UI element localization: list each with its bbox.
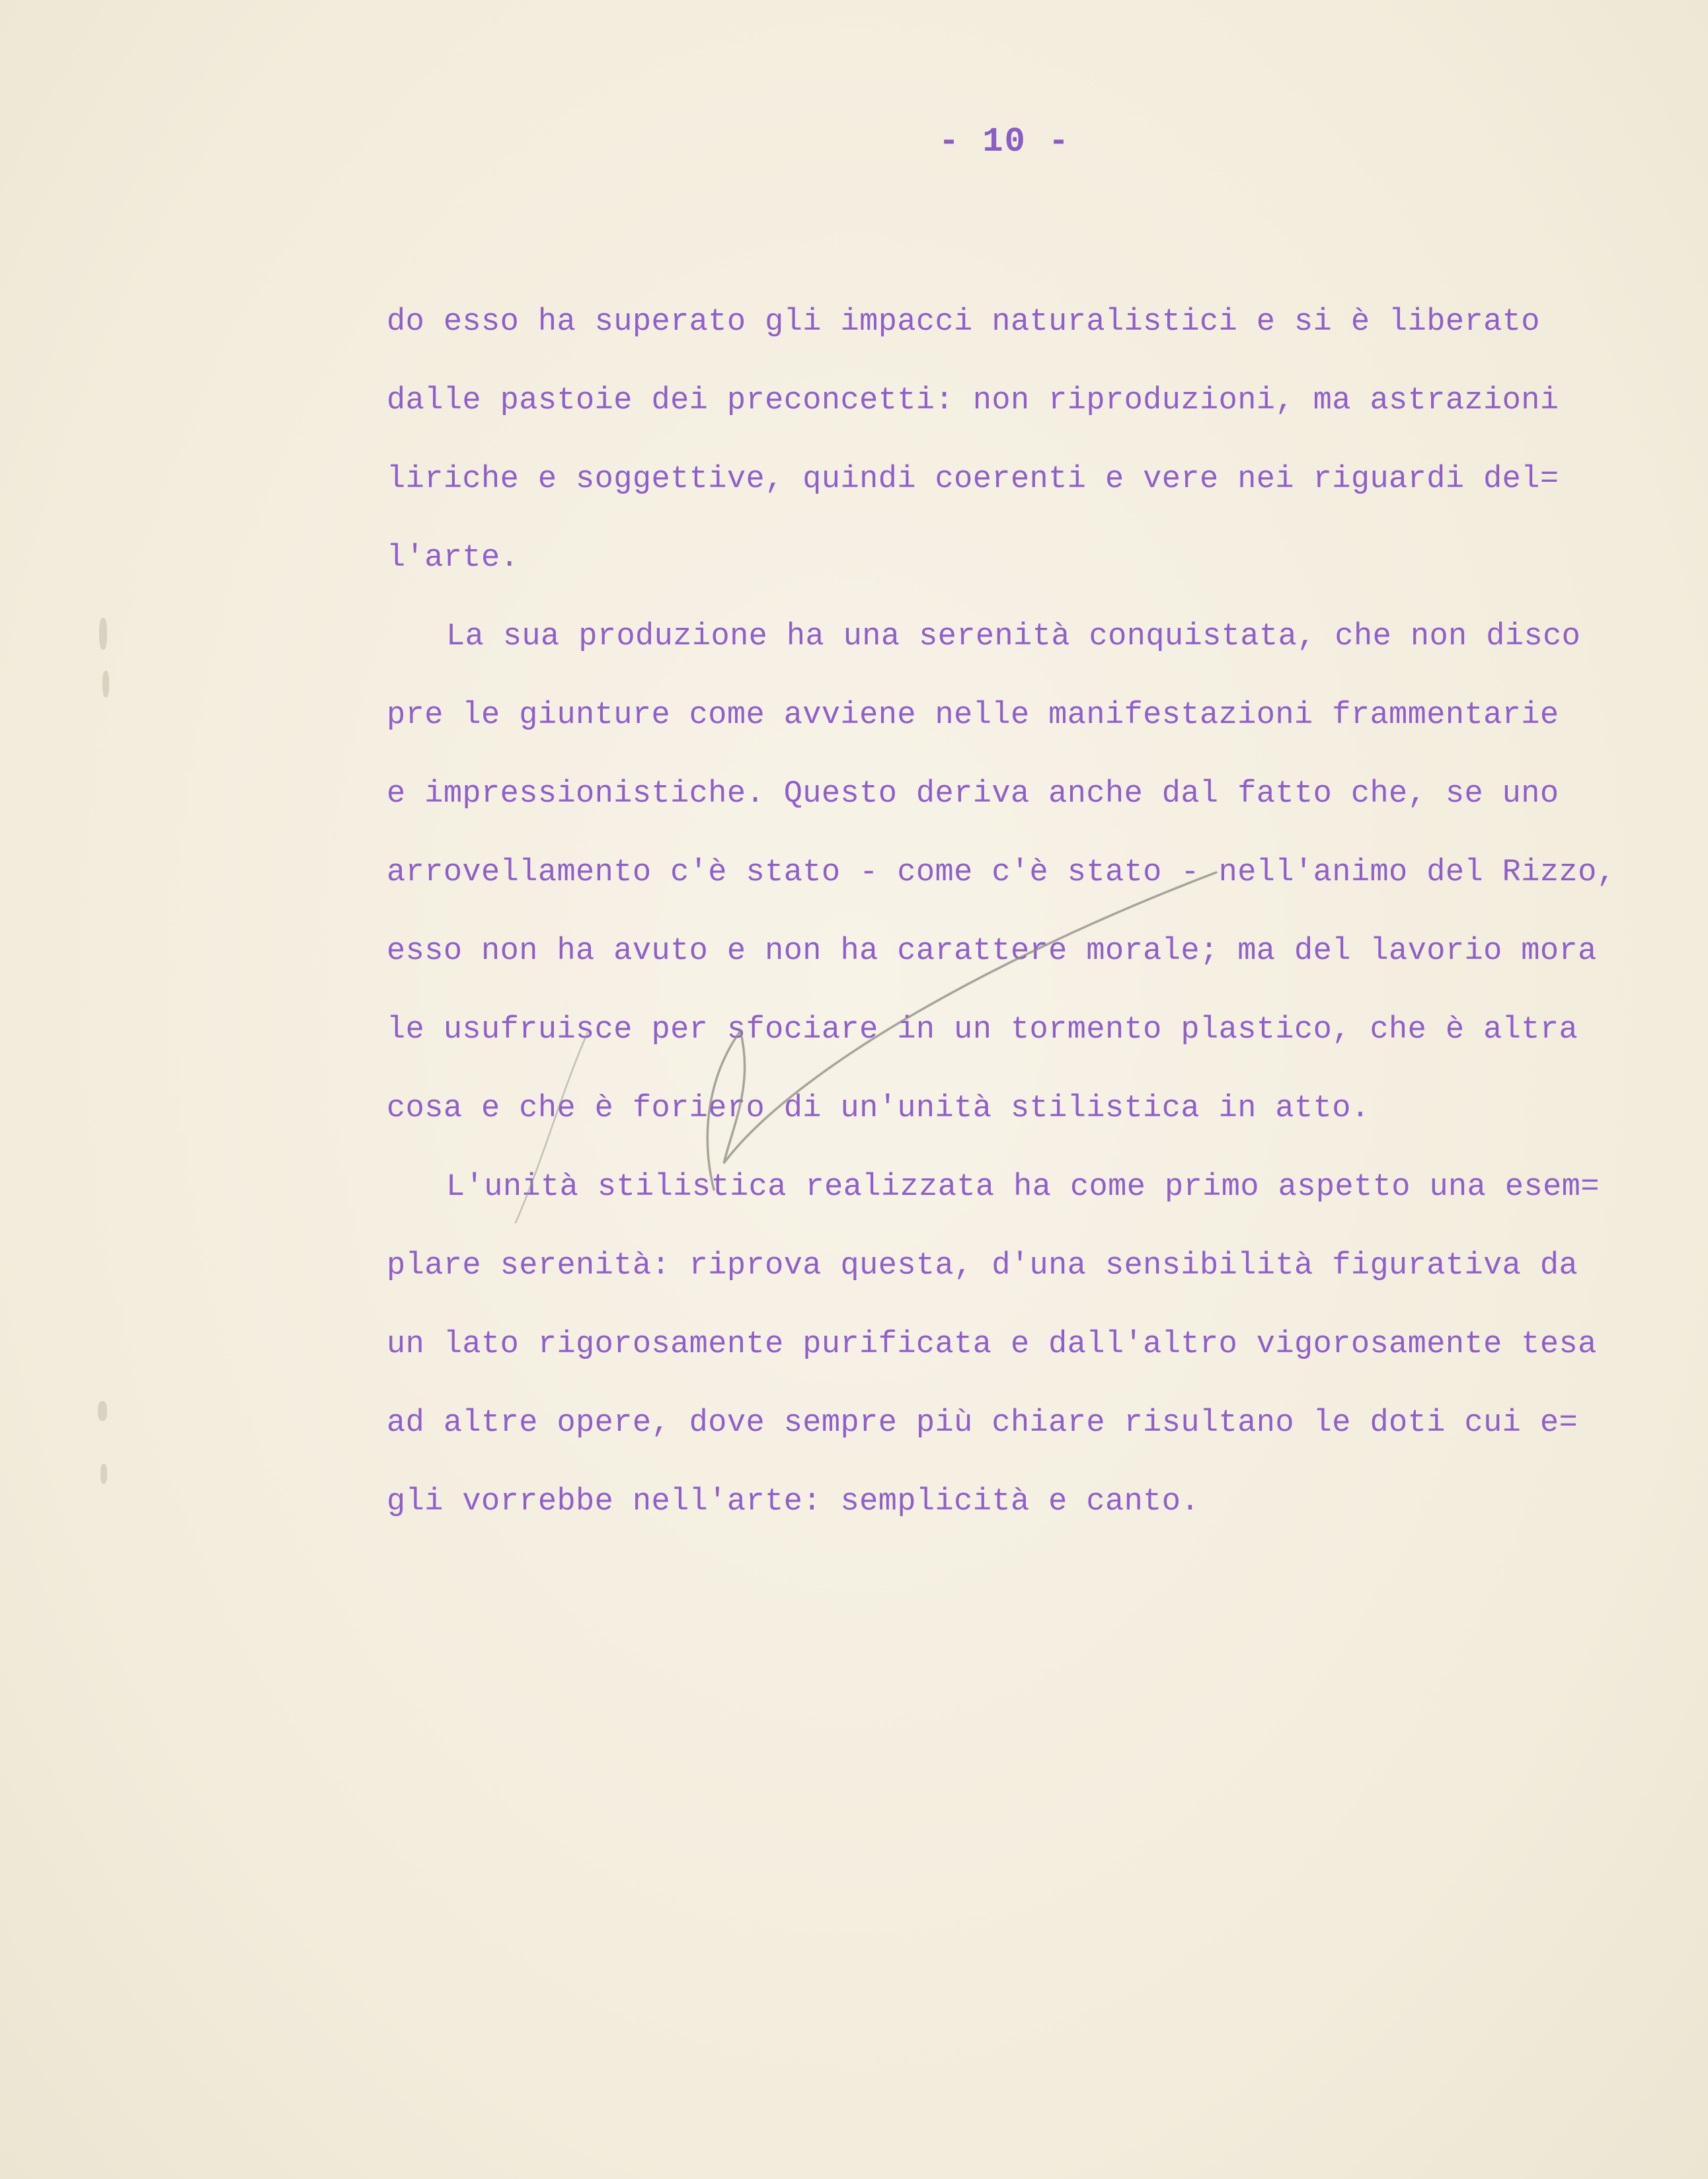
- text-line-paragraph-start: La sua produzione ha una serenità conquistata, che non disco: [446, 619, 1581, 654]
- text-line: gli vorrebbe nell'arte: semplicità e canto.: [387, 1484, 1200, 1519]
- text-line: dalle pastoie dei preconcetti: non riproduzioni, ma astrazioni: [387, 383, 1559, 418]
- page-number: - 10 -: [939, 122, 1071, 161]
- typed-body-text: [387, 283, 1676, 1541]
- margin-stain: [100, 1464, 107, 1484]
- text-line: pre le giunture come avviene nelle manifestazioni frammentarie: [387, 698, 1559, 733]
- text-line: arrovellamento c'è stato - come c'è stato - nell'animo del Rizzo,: [387, 855, 1616, 890]
- text-line: l'arte.: [387, 541, 520, 576]
- margin-stain: [99, 618, 107, 650]
- text-line-paragraph-start: L'unità stilistica realizzata ha come primo aspetto una esem=: [446, 1170, 1600, 1205]
- text-line: un lato rigorosamente purificata e dall'altro vigorosamente tesa: [387, 1327, 1597, 1362]
- text-line: e impressionistiche. Questo deriva anche dal fatto che, se uno: [387, 777, 1559, 812]
- margin-stain: [102, 671, 109, 697]
- text-line: esso non ha avuto e non ha carattere morale; ma del lavorio mora: [387, 934, 1597, 969]
- text-line: plare serenità: riprova questa, d'una sensibilità figurativa da: [387, 1248, 1578, 1283]
- margin-stain: [98, 1401, 107, 1421]
- text-line: do esso ha superato gli impacci naturalistici e si è liberato: [387, 305, 1540, 340]
- text-line: le usufruisce per sfociare in un tormento plastico, che è altra: [387, 1013, 1578, 1048]
- text-line: ad altre opere, dove sempre più chiare risultano le doti cui e=: [387, 1406, 1578, 1441]
- text-line: cosa e che è foriero di un'unità stilistica in atto.: [387, 1091, 1370, 1126]
- text-line: liriche e soggettive, quindi coerenti e vere nei riguardi del=: [387, 462, 1559, 497]
